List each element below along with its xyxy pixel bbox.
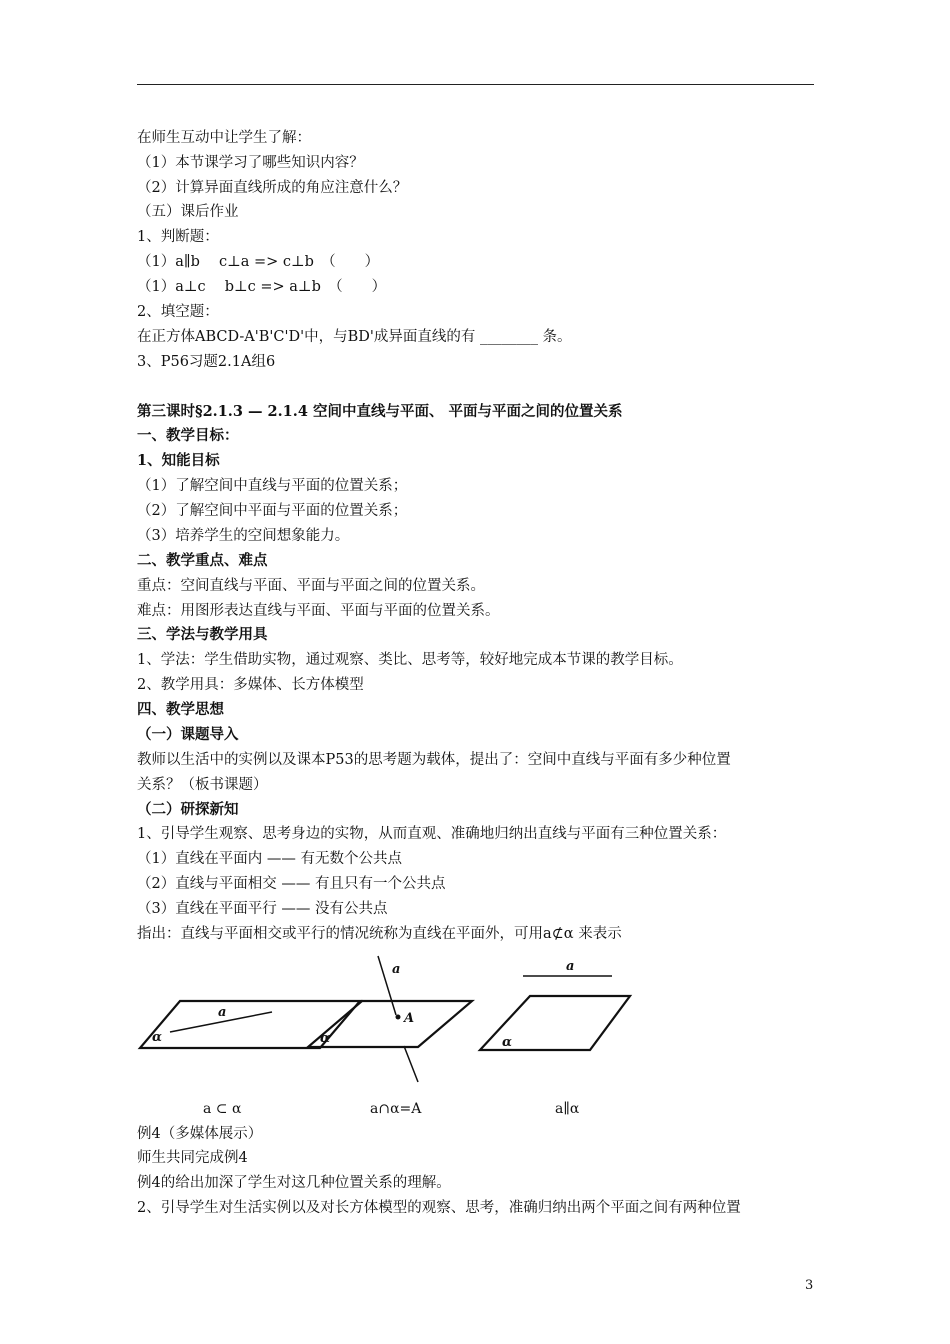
text-line: 师生共同完成例4 bbox=[137, 1150, 248, 1166]
text-line: 例4（多媒体展示） bbox=[137, 1126, 263, 1142]
text-line: 3、P56习题2.1A组6 bbox=[137, 354, 276, 370]
section-heading: （一）课题导入 bbox=[137, 726, 239, 743]
line-plane-figure bbox=[130, 948, 650, 1098]
text-line: （1）a⊥c b⊥c => a⊥b （ ） bbox=[137, 279, 387, 295]
text-line: 关系？（板书课题） bbox=[137, 777, 268, 793]
label-point-a: A bbox=[404, 1011, 415, 1026]
section-heading: （五）课后作业 bbox=[137, 204, 239, 220]
text-line: 在师生互动中让学生了解： bbox=[137, 130, 311, 146]
text-line: 1、判断题： bbox=[137, 229, 219, 245]
text-line: 重点：空间直线与平面、平面与平面之间的位置关系。 bbox=[137, 578, 485, 594]
lesson-title: 第三课时§2.1.3 — 2.1.4 空间中直线与平面、 平面与平面之间的位置关系 bbox=[137, 403, 623, 420]
text-line: 1、引导学生观察、思考身边的实物，从而直观、准确地归纳出直线与平面有三种位置关系： bbox=[137, 826, 727, 842]
text-line: （2）了解空间中平面与平面的位置关系； bbox=[137, 503, 408, 519]
text-line: （2）计算异面直线所成的角应注意什么？ bbox=[137, 180, 408, 196]
section-heading: 1、知能目标 bbox=[137, 452, 220, 469]
text-line: 2、教学用具：多媒体、长方体模型 bbox=[137, 677, 364, 693]
text-line: 1、学法：学生借助实物，通过观察、类比、思考等，较好地完成本节课的教学目标。 bbox=[137, 652, 683, 668]
line-a-through-point-bottom bbox=[404, 1046, 418, 1082]
text-line: （3）培养学生的空间想象能力。 bbox=[137, 528, 350, 544]
text-line: （1）了解空间中直线与平面的位置关系； bbox=[137, 478, 408, 494]
section-heading: 三、学法与教学用具 bbox=[137, 626, 268, 643]
header-rule bbox=[137, 84, 814, 85]
section-heading: 四、教学思想 bbox=[137, 701, 224, 718]
caption-in-plane: a ⊂ α bbox=[203, 1101, 242, 1117]
text-line: （1）本节课学习了哪些知识内容？ bbox=[137, 155, 364, 171]
label-alpha-2: α bbox=[320, 1031, 331, 1046]
label-alpha-1: α bbox=[152, 1030, 163, 1045]
caption-intersect: a∩α=A bbox=[370, 1101, 422, 1117]
text-line: （1）直线在平面内 —— 有无数个公共点 bbox=[137, 851, 402, 867]
section-heading: 二、教学重点、难点 bbox=[137, 552, 268, 569]
text-line: （3）直线在平面平行 —— 没有公共点 bbox=[137, 901, 388, 917]
text-line: 在正方体ABCD-A'B'C'D'中，与BD'成异面直线的有 ________ 条。 bbox=[137, 329, 572, 345]
label-a-2: a bbox=[392, 962, 401, 977]
section-heading: 一、教学目标： bbox=[137, 427, 239, 444]
text-line: 2、填空题： bbox=[137, 304, 219, 320]
label-a-1: a bbox=[218, 1005, 227, 1020]
point-a bbox=[396, 1015, 401, 1020]
text-line: 难点：用图形表达直线与平面、平面与平面的位置关系。 bbox=[137, 603, 500, 619]
text-line: 2、引导学生对生活实例以及对长方体模型的观察、思考，准确归纳出两个平面之间有两种位置 bbox=[137, 1200, 741, 1216]
page-number: 3 bbox=[805, 1278, 814, 1293]
plane-2 bbox=[308, 1001, 472, 1047]
text-line: 指出：直线与平面相交或平行的情况统称为直线在平面外，可用a⊄α 来表示 bbox=[137, 926, 622, 942]
text-line: 例4的给出加深了学生对这几种位置关系的理解。 bbox=[137, 1175, 451, 1191]
label-alpha-3: α bbox=[502, 1035, 513, 1050]
text-line: （2）直线与平面相交 —— 有且只有一个公共点 bbox=[137, 876, 446, 892]
caption-parallel: a∥α bbox=[555, 1101, 580, 1117]
label-a-3: a bbox=[566, 959, 575, 974]
text-line: （1）a∥b c⊥a => c⊥b （ ） bbox=[137, 254, 380, 270]
section-heading: （二）研探新知 bbox=[137, 801, 239, 818]
text-line: 教师以生活中的实例以及课本P53的思考题为载体，提出了：空间中直线与平面有多少种位置 bbox=[137, 752, 731, 768]
